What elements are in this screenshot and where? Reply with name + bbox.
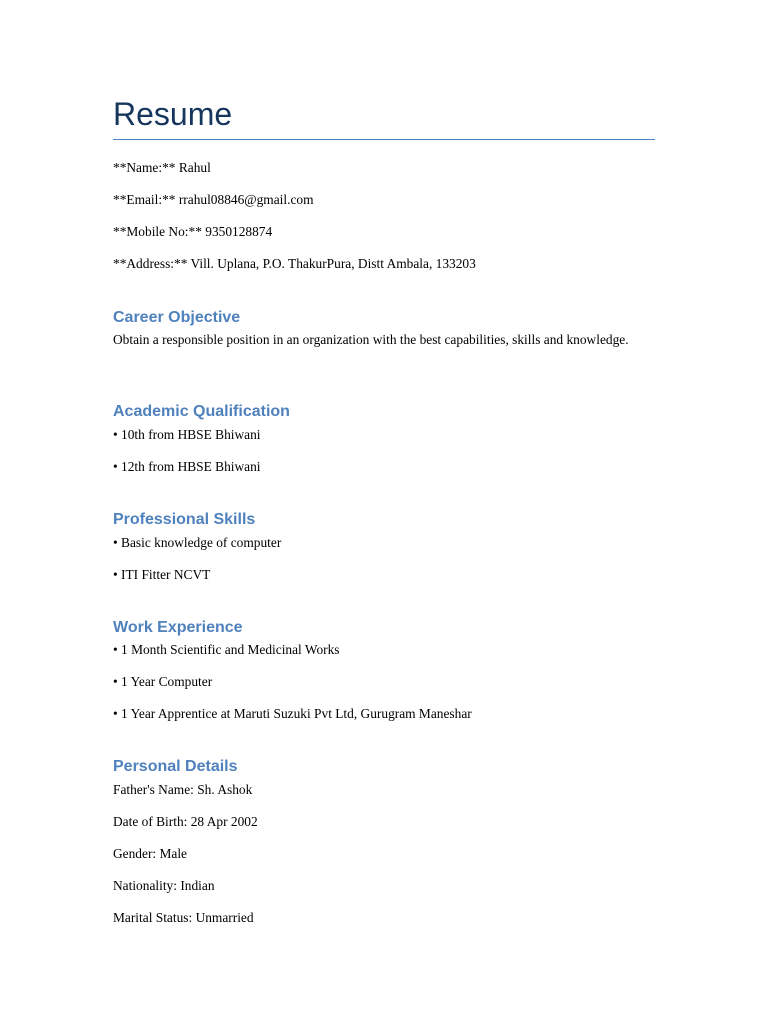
title-divider — [113, 139, 655, 140]
personal-item: Marital Status: Unmarried — [113, 910, 254, 925]
personal-item: Gender: Male — [113, 846, 187, 861]
contact-email: **Email:** rrahul08846@gmail.com — [113, 192, 314, 207]
page-title: Resume — [113, 96, 233, 132]
career-objective-heading: Career Objective — [113, 309, 241, 326]
personal-item: Nationality: Indian — [113, 878, 215, 893]
contact-mobile: **Mobile No:** 9350128874 — [113, 224, 273, 239]
contact-address: **Address:** Vill. Uplana, P.O. ThakurPura, Distt Ambala, 133203 — [113, 256, 476, 271]
experience-heading: Work Experience — [113, 619, 243, 636]
academic-heading: Academic Qualification — [113, 403, 290, 420]
contact-name: **Name:** Rahul — [113, 160, 211, 175]
career-objective-text: Obtain a responsible position in an organization with the best capabilities, skills and knowledge. — [113, 332, 629, 347]
personal-item: Date of Birth: 28 Apr 2002 — [113, 814, 258, 829]
personal-item: Father's Name: Sh. Ashok — [113, 782, 253, 797]
experience-item: • 1 Month Scientific and Medicinal Works — [113, 642, 340, 657]
personal-heading: Personal Details — [113, 758, 238, 775]
experience-item: • 1 Year Apprentice at Maruti Suzuki Pvt Ltd, Gurugram Maneshar — [113, 706, 472, 721]
academic-item: • 10th from HBSE Bhiwani — [113, 427, 261, 442]
experience-item: • 1 Year Computer — [113, 674, 213, 689]
skills-heading: Professional Skills — [113, 511, 256, 528]
skills-item: • Basic knowledge of computer — [113, 535, 282, 550]
academic-item: • 12th from HBSE Bhiwani — [113, 459, 261, 474]
skills-item: • ITI Fitter NCVT — [113, 567, 211, 582]
